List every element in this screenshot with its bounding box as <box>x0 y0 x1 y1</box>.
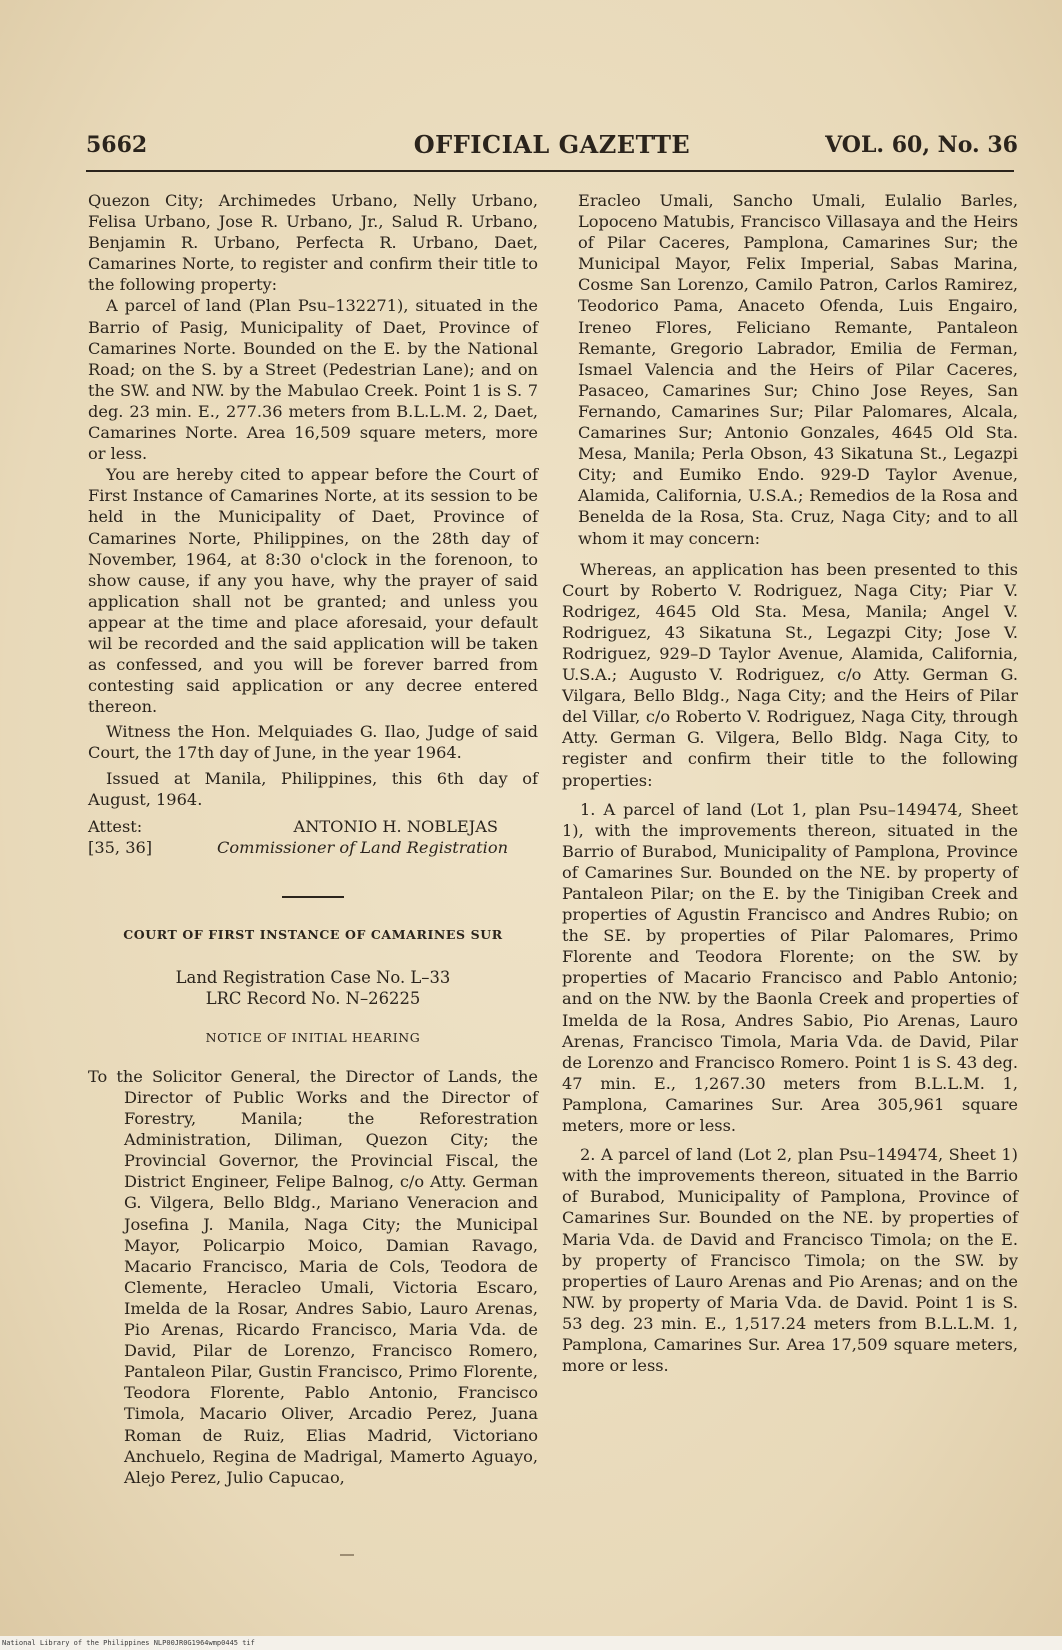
paragraph-application: Whereas, an application has been presented to this Court by Roberto V. Rodriguez, Naga City; Piar V. Rodrigez, 4645 Old Sta. Mesa, Manila; Angel V. Rodriguez, 43 Sikatuna St., Legazpi City; Jose V. Rodriguez, 929–D Taylor Avenue, Alamida, California, U.S.A.; Augusto V. Rodriguez, c/o Atty. German G. Vilgara, Bello Bldg., Naga City; and the Heirs of Pilar del Villar, c/o Roberto V. Rodriguez, Naga City, through Atty. German G. Vilgera, Bello Bldg. Naga City, to register and confirm their title to the following properties: <box>562 559 1018 790</box>
attest-label: Attest: <box>88 816 143 836</box>
right-column <box>562 190 1018 1376</box>
header-rule <box>86 170 1014 172</box>
page-header <box>86 128 1018 164</box>
publication-title: OFFICIAL GAZETTE <box>413 130 691 159</box>
paragraph-lot-2: 2. A parcel of land (Lot 2, plan Psu–149474, Sheet 1) with the improvements thereon, situated in the Barrio of Burabod, Municipality of Pamplona, Province of Camarines Sur. Bounded on the NE. by properties of Maria Vda. de David and Francisco Timola; on the E. by property of Francisco Timola; on the SW. by properties of Lauro Arenas and Pio Arenas; and on the NW. by property of Maria Vda. de David. Point 1 is S. 53 deg. 23 min. E., 1,517.24 meters from B.L.L.M. 1, Pamplona, Camarines Sur. Area 17,509 square meters, more or less. <box>562 1145 1018 1376</box>
attestation-block <box>88 816 538 860</box>
paragraph-lot-1: 1. A parcel of land (Lot 1, plan Psu–149474, Sheet 1), with the improvements thereon, situated in the Barrio of Burabod, Municipality of Pamplona, Province of Camarines Sur. Bounded on the NE. by property of Pantaleon Pilar; on the E. by the Tinigiban Creek and properties of Agustin Francisco and Andres Rubio; on the SE. by properties of Pilar Palomares, Primo Florente and Teodora Florente; on the SW. by properties of Macario Francisco and Pablo Antonio; and on the NW. by the Baonla Creek and properties of Imelda de la Rosa, Andres Sabio, Pio Arenas, Lauro Arenas, Francisco Timola, Maria Vda. de David, Pilar de Lorenzo and Francisco Romero. Point 1 is S. 43 deg. 47 min. E., 1,267.30 meters from B.L.L.M. 1, Pamplona, Camarines Sur. Area 305,961 square meters, more or less. <box>562 799 1018 1136</box>
scan-source-note: National Library of the Philippines NLP00JR0G1964wmp0445 tif <box>2 1639 255 1647</box>
paragraph-citation: You are hereby cited to appear before the Court of First Instance of Camarines Norte, at its session to be held in the Municipality of Daet, Province of Camarines Norte, Philippines, on the 28th day of November, 1964, at 8:30 o'clock in the forenoon, to show cause, if any you have, why the prayer of said application shall not be granted; and unless you appear at the time and place aforesaid, your default wil be recorded and the said application will be taken as confessed, and you will be forever barred from contesting said application or any decree entered thereon. <box>88 465 538 717</box>
left-column <box>88 190 538 1488</box>
volume-issue: VOL. 60, No. 36 <box>825 132 1018 158</box>
record-number: LRC Record No. N–26225 <box>205 988 421 1008</box>
section-divider <box>282 896 344 898</box>
signatory-title: Commissioner of Land Registration <box>216 837 508 857</box>
notice-heading: NOTICE OF INITIAL HEARING <box>205 1029 421 1045</box>
case-number: Land Registration Case No. L–33 <box>175 967 451 987</box>
paragraph-issued: Issued at Manila, Philippines, this 6th day of August, 1964. <box>88 768 538 809</box>
signatory-name: ANTONIO H. NOBLEJAS <box>293 816 498 836</box>
paragraph-witness: Witness the Hon. Melquiades G. Ilao, Judge of said Court, the 17th day of June, in the year 1964. <box>88 722 538 763</box>
issue-reference: [35, 36] <box>88 837 153 857</box>
court-heading: COURT OF FIRST INSTANCE OF CAMARINES SUR <box>123 926 503 942</box>
addressees-continued: Eracleo Umali, Sancho Umali, Eulalio Barles, Lopoceno Matubis, Francisco Villasaya and the Heirs of Pilar Caceres, Pamplona, Camarines Sur; the Municipal Mayor, Felix Imperial, Sabas Marina, Cosme San Lorenzo, Camilo Patron, Carlos Ramirez, Teodorico Pama, Anaceto Ofenda, Luis Engairo, Ireneo Flores, Feliciano Remante, Pantaleon Remante, Gregorio Labrador, Emilia de Ferman, Ismael Valencia and the Heirs of Pilar Caceres, Pasaceo, Camarines Sur; Chino Jose Reyes, San Fernando, Camarines Sur; Pilar Palomares, Alcala, Camarines Sur; Antonio Gonzales, 4645 Old Sta. Mesa, Manila; Perla Obson, 43 Sikatuna St., Legazpi City; and Eumiko Endo. 929-D Taylor Avenue, Alamida, California, U.S.A.; Remedios de la Rosa and Benelda de la Rosa, Sta. Cruz, Naga City; and to all whom it may concern: <box>578 191 1018 548</box>
paragraph-parcel-description: A parcel of land (Plan Psu–132271), situated in the Barrio of Pasig, Municipality of Daet, Province of Camarines Norte. Bounded on the E. by the National Road; on the S. by a Street (Pedestrian Lane); and on the SW. and NW. by the Mabulao Creek. Point 1 is S. 7 deg. 23 min. E., 277.36 meters from B.L.L.M. 2, Daet, Camarines Norte. Area 16,509 square meters, more or less. <box>88 296 538 464</box>
addressees-list: To the Solicitor General, the Director of Lands, the Director of Public Works and the Director of Forestry, Manila; the Reforestration Administration, Diliman, Quezon City; the Provincial Governor, the Provincial Fiscal, the District Engineer, Felipe Balnog, c/o Atty. German G. Vilgera, Bello Bldg., Mariano Veneracion and Josefina J. Manila, Naga City; the Municipal Mayor, Policarpio Moico, Damian Ravago, Macario Francisco, Maria de Cols, Teodora de Clemente, Heracleo Umali, Victoria Escaro, Imelda de la Rosar, Andres Sabio, Lauro Arenas, Pio Arenas, Ricardo Francisco, Maria Vda. de David, Pilar de Lorenzo, Francisco Romero, Pantaleon Pilar, Gustin Francisco, Primo Florente, Teodora Florente, Pablo Antonio, Francisco Timola, Macario Oliver, Arcadio Perez, Juana Roman de Ruiz, Elias Madrid, Victoriano Anchuelo, Regina de Madrigal, Mamerto Aguayo, Alejo Perez, Julio Capucao, <box>88 1066 538 1487</box>
stray-mark <box>340 1554 354 1556</box>
paragraph-applicants-continued: Quezon City; Archimedes Urbano, Nelly Urbano, Felisa Urbano, Jose R. Urbano, Jr., Salud R. Urbano, Benjamin R. Urbano, Perfecta R. Urbano, Daet, Camarines Norte, to register and confirm their title to the following property: <box>88 191 538 295</box>
page-number: 5662 <box>86 132 148 158</box>
